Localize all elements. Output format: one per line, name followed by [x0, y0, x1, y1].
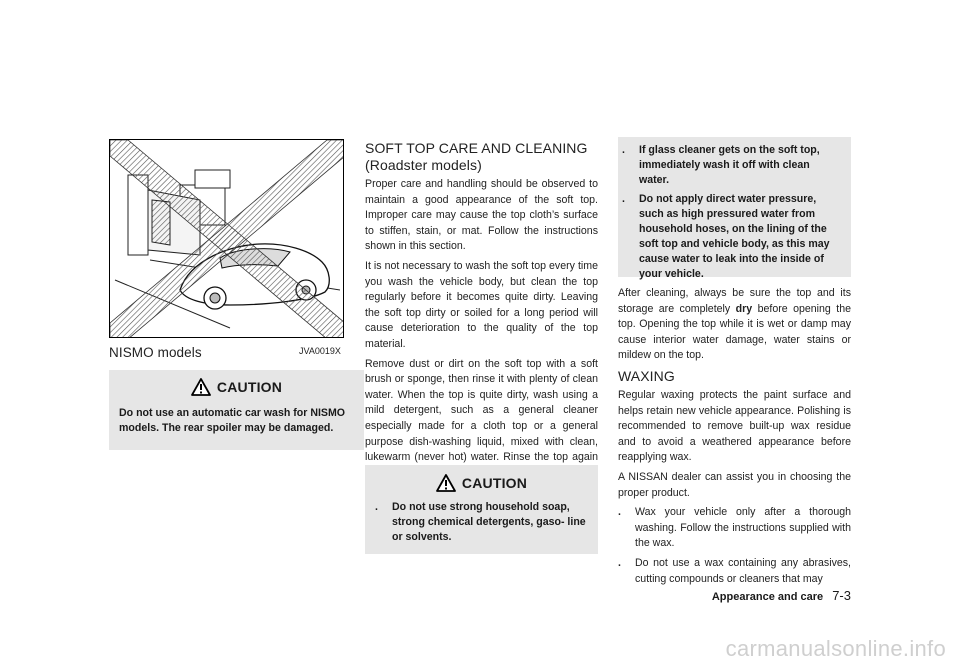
caution-bullet — [622, 143, 841, 188]
after-cleaning-bold: dry — [735, 302, 753, 315]
waxing-heading: WAXING — [618, 367, 675, 384]
nismo-heading: NISMO models — [109, 345, 202, 360]
right-column-text — [618, 286, 851, 587]
caution-header — [375, 474, 588, 492]
soft-top-section — [365, 140, 598, 497]
warning-icon — [436, 474, 456, 492]
no-car-wash-drawing — [110, 140, 344, 338]
bullet-dot: . — [622, 144, 625, 156]
waxing-paragraph-1: Regular waxing protects the paint surface and helps retain new vehicle appearance. Polishing is recommended to remove built-up wax residue and to avoid a weathered appearance before reapplying wax. — [618, 388, 851, 464]
caution-header — [119, 378, 354, 396]
soft-top-paragraph-3: Remove dust or dirt on the soft top with a soft brush or sponge, then rinse it with plenty of clean water. When the top is quite dirty, wash using a mild detergent, such as a general cleaner especially made for a cloth top or a general purpose dish-washing liquid, mixed with clean, lukewarm (never hot) water. Rinse the top again — [365, 357, 598, 464]
page-number: 7-3 — [832, 588, 851, 603]
after-cleaning-text-1: After cleaning, always be sure the top and its storage are completely — [618, 287, 851, 315]
soft-top-caution-continued — [618, 137, 851, 280]
soft-top-paragraph-2: It is not necessary to wash the soft top every time you wash the vehicle body, but clean the top regularly before it becomes quite dirty. Leaving the soft top dirty or soiled for a long period will cause deterioration to the quality of the top material. — [365, 259, 598, 350]
bullet-dot: . — [622, 193, 625, 205]
caution-bullet-text: Do not use strong household soap, strong chemical detergents, gaso- line or solvents. — [392, 501, 586, 543]
soft-top-heading: SOFT TOP CARE AND CLEANING — [365, 140, 588, 156]
caution-title: CAUTION — [216, 379, 283, 395]
bullet-dot: . — [375, 501, 378, 513]
warning-icon — [191, 378, 211, 396]
soft-top-paragraph-1: Proper care and handling should be observed to maintain a good appearance of the soft top. Improper care may cause the top cloth’s surface to stiffen, stain, or mat. Follow the instructions shown in this section. — [365, 178, 598, 253]
soft-top-caution-box — [365, 465, 598, 554]
soft-top-subheading: (Roadster models) — [365, 157, 482, 173]
caution-title: CAUTION — [461, 475, 528, 491]
bullet-dot: . — [618, 556, 621, 569]
caution-bullet — [375, 500, 588, 545]
nismo-caution-box — [109, 370, 364, 450]
bullet-dot: . — [618, 506, 621, 519]
waxing-bullet-text: Wax your vehicle only after a thorough washing. Follow the instructions supplied with the wax. — [635, 506, 851, 550]
page-footer — [710, 588, 851, 603]
caution-text: Do not use an automatic car wash for NISMO models. The rear spoiler may be damaged. — [119, 407, 346, 434]
waxing-bullet — [618, 505, 851, 552]
figure-code: JVA0019X — [299, 346, 341, 356]
caution-bullet-text: If glass cleaner gets on the soft top, immediately wash it off with clean water. — [639, 144, 820, 186]
car-wash-illustration — [109, 139, 344, 338]
after-cleaning-text-2: before opening the top. Opening the top while it is wet or damp may cause interior water damage, water stains or mildew on the top. — [618, 302, 851, 362]
waxing-paragraph-2: A NISSAN dealer can assist you in choosing the proper product. — [618, 470, 851, 499]
watermark: carmanualsonline.info — [725, 636, 946, 661]
after-cleaning-paragraph — [618, 286, 851, 364]
footer-section: Appearance and care — [711, 591, 824, 603]
waxing-bullet — [618, 556, 851, 587]
caution-bullet — [622, 192, 841, 282]
caution-bullet-text: Do not apply direct water pressure, such as high pressured water from household hoses, on the lining of the soft top and vehicle body, as this may cause water to leak into the inside of your vehicle. — [639, 193, 830, 280]
waxing-bullet-text: Do not use a wax containing any abrasives, cutting compounds or cleaners that may — [635, 556, 851, 585]
